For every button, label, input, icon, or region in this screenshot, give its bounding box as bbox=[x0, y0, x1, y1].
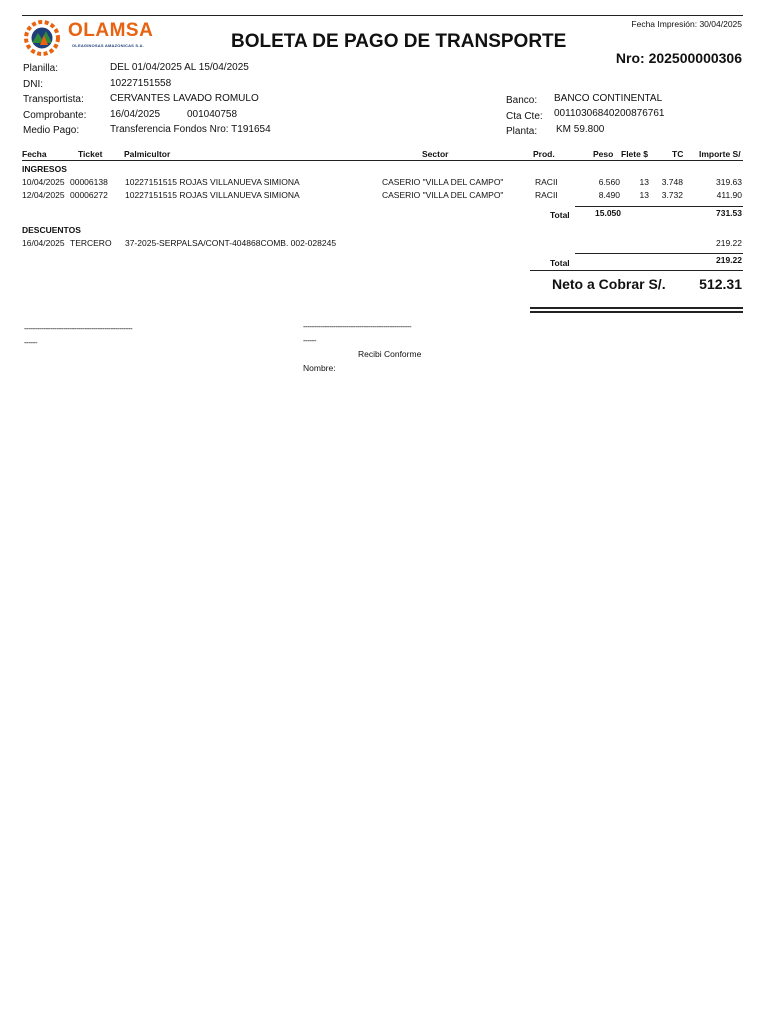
comprobante-label: Comprobante: bbox=[23, 110, 87, 121]
header-ticket: Ticket bbox=[78, 149, 103, 159]
header-divider bbox=[22, 160, 743, 161]
row-tc: 3.748 bbox=[661, 177, 683, 187]
signature-right-short-line: ------ bbox=[303, 336, 316, 345]
top-border bbox=[22, 15, 743, 16]
row-palmicultor: 10227151515 ROJAS VILLANUEVA SIMIONA bbox=[125, 177, 300, 187]
descuentos-total-importe: 219.22 bbox=[716, 255, 742, 265]
comprobante-number: 001040758 bbox=[187, 109, 238, 120]
logo-emblem-icon bbox=[20, 19, 68, 57]
banco-value: BANCO CONTINENTAL bbox=[554, 93, 663, 104]
neto-double-line-2 bbox=[530, 311, 743, 313]
row-peso: 6.560 bbox=[598, 177, 620, 187]
header-importe: Importe S/ bbox=[699, 149, 741, 159]
signature-left-short-line: ------ bbox=[24, 338, 37, 347]
dni-label: DNI: bbox=[23, 79, 43, 90]
descuentos-section-label: DESCUENTOS bbox=[22, 225, 81, 235]
transportista-label: Transportista: bbox=[23, 94, 84, 105]
signature-left-line: -------------------------------------------------- bbox=[24, 324, 133, 333]
header-peso: Peso bbox=[593, 149, 614, 159]
descuentos-total-label: Total bbox=[550, 258, 570, 268]
ingresos-total-peso: 15.050 bbox=[595, 208, 621, 218]
logo-subtitle: OLEAGINOSAS AMAZONICAS S.A. bbox=[72, 43, 144, 48]
row-importe: 319.63 bbox=[716, 177, 742, 187]
cta-label: Cta Cte: bbox=[506, 111, 543, 122]
header-tc: TC bbox=[672, 149, 684, 159]
logo-wordmark: OLAMSA bbox=[68, 20, 154, 41]
descuento-detalle: 37-2025-SERPALSA/CONT-404868COMB. 002-028245 bbox=[125, 238, 337, 248]
row-flete: 13 bbox=[639, 190, 649, 200]
neto-label: Neto a Cobrar S/. bbox=[552, 276, 666, 292]
descuento-fecha: 16/04/2025 bbox=[22, 238, 65, 248]
planilla-value: DEL 01/04/2025 AL 15/04/2025 bbox=[110, 62, 249, 73]
neto-value: 512.31 bbox=[699, 276, 742, 292]
row-tc: 3.732 bbox=[661, 190, 683, 200]
print-date-value: 30/04/2025 bbox=[699, 19, 742, 29]
header-flete: Flete $ bbox=[621, 149, 648, 159]
ingresos-total-divider bbox=[575, 206, 743, 207]
descuentos-total-divider bbox=[575, 253, 743, 254]
nro-label: Nro: bbox=[615, 50, 645, 66]
planta-label: Planta: bbox=[506, 126, 538, 137]
nombre-label: Nombre: bbox=[303, 363, 336, 373]
document-number bbox=[616, 50, 742, 66]
header-fecha: Fecha bbox=[22, 149, 47, 159]
nro-value: 202500000306 bbox=[648, 50, 742, 66]
header-palmicultor: Palmicultor bbox=[124, 149, 171, 159]
neto-top-divider bbox=[530, 270, 743, 271]
recibi-conforme-label: Recibi Conforme bbox=[358, 349, 422, 359]
row-peso: 8.490 bbox=[598, 190, 620, 200]
medio-pago-value: Transferencia Fondos Nro: T191654 bbox=[110, 124, 271, 135]
row-sector: CASERIO "VILLA DEL CAMPO" bbox=[382, 177, 504, 187]
row-fecha: 12/04/2025 bbox=[22, 190, 65, 200]
descuento-importe: 219.22 bbox=[716, 238, 742, 248]
neto-double-line-1 bbox=[530, 307, 743, 309]
header-prod: Prod. bbox=[533, 149, 555, 159]
row-flete: 13 bbox=[639, 177, 649, 187]
ingresos-section-label: INGRESOS bbox=[22, 164, 67, 174]
row-importe: 411.90 bbox=[716, 190, 742, 200]
cta-value: 00110306840200876761 bbox=[554, 108, 665, 119]
print-date bbox=[631, 19, 742, 29]
medio-pago-label: Medio Pago: bbox=[23, 125, 80, 136]
transportista-value: CERVANTES LAVADO ROMULO bbox=[110, 93, 259, 104]
row-fecha: 10/04/2025 bbox=[22, 177, 65, 187]
header-sector: Sector bbox=[422, 149, 449, 159]
company-logo bbox=[20, 19, 165, 57]
print-date-label: Fecha Impresión: bbox=[631, 19, 698, 29]
dni-value: 10227151558 bbox=[110, 78, 172, 89]
comprobante-date: 16/04/2025 bbox=[110, 109, 161, 120]
row-ticket: 00006138 bbox=[70, 177, 108, 187]
planta-value: KM 59.800 bbox=[556, 124, 605, 135]
signature-right-line: -------------------------------------------------- bbox=[303, 322, 412, 331]
row-prod: RACII bbox=[535, 190, 558, 200]
descuento-tipo: TERCERO bbox=[70, 238, 112, 248]
row-sector: CASERIO "VILLA DEL CAMPO" bbox=[382, 190, 504, 200]
row-palmicultor: 10227151515 ROJAS VILLANUEVA SIMIONA bbox=[125, 190, 300, 200]
banco-label: Banco: bbox=[506, 95, 538, 106]
ingresos-total-importe: 731.53 bbox=[716, 208, 742, 218]
planilla-label: Planilla: bbox=[23, 63, 59, 74]
ingresos-total-label: Total bbox=[550, 210, 570, 220]
row-prod: RACII bbox=[535, 177, 558, 187]
document-title: BOLETA DE PAGO DE TRANSPORTE bbox=[231, 31, 567, 52]
row-ticket: 00006272 bbox=[70, 190, 108, 200]
